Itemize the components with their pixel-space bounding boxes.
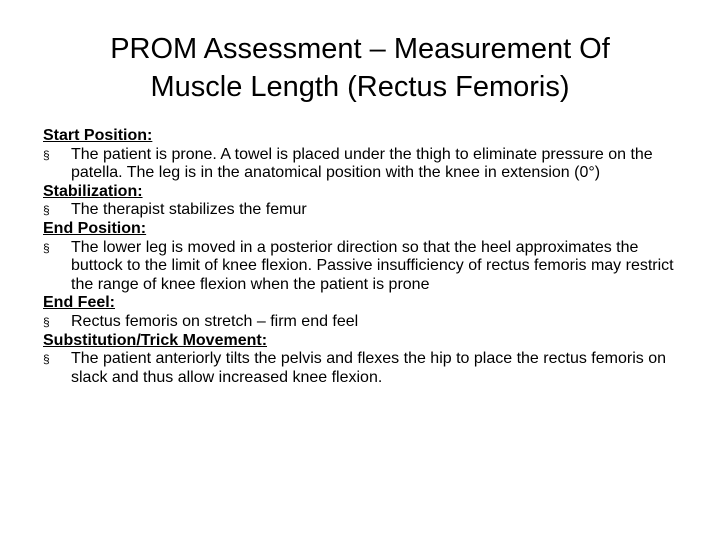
- bullet-end-position: [43, 239, 693, 295]
- bullet-text: The lower leg is moved in a posterior direction so that the heel approximates the buttock to the limit of knee flexion. Passive insufficiency of rectus femoris may restrict the range of knee flexion when the patient is prone: [71, 238, 674, 293]
- slide-title: [0, 30, 720, 106]
- heading-end-position: End Position:: [43, 219, 147, 237]
- bullet-text: The therapist stabilizes the femur: [71, 201, 307, 219]
- square-bullet-icon: §: [43, 240, 50, 255]
- bullet-start-position: [43, 146, 693, 183]
- bullet-stabilization: [43, 201, 693, 220]
- bullet-substitution-trick-movement: [43, 350, 693, 387]
- bullet-text: The patient anteriorly tilts the pelvis and flexes the hip to place the rectus femoris on slack and thus allow increased knee flexion.: [71, 350, 666, 386]
- square-bullet-icon: §: [43, 352, 50, 367]
- slide-title-line-2: Muscle Length (Rectus Femoris): [150, 71, 570, 103]
- bullet-text: Rectus femoris on stretch – firm end feel: [71, 312, 359, 330]
- heading-stabilization: Stabilization:: [43, 182, 143, 200]
- slide-title-line-1: PROM Assessment – Measurement Of: [110, 33, 610, 65]
- bullet-text: The patient is prone. A towel is placed under the thigh to eliminate pressure on the patella. The leg is in the anatomical position with the knee in extension (0°): [71, 145, 653, 182]
- heading-end-feel: End Feel:: [43, 294, 116, 312]
- bullet-end-feel: [43, 313, 693, 332]
- square-bullet-icon: §: [43, 147, 50, 162]
- square-bullet-icon: §: [43, 314, 50, 329]
- heading-start-position: Start Position:: [43, 127, 153, 144]
- square-bullet-icon: §: [43, 203, 50, 218]
- heading-substitution-trick-movement: Substitution/Trick Movement:: [43, 331, 268, 349]
- slide-body: [43, 127, 693, 387]
